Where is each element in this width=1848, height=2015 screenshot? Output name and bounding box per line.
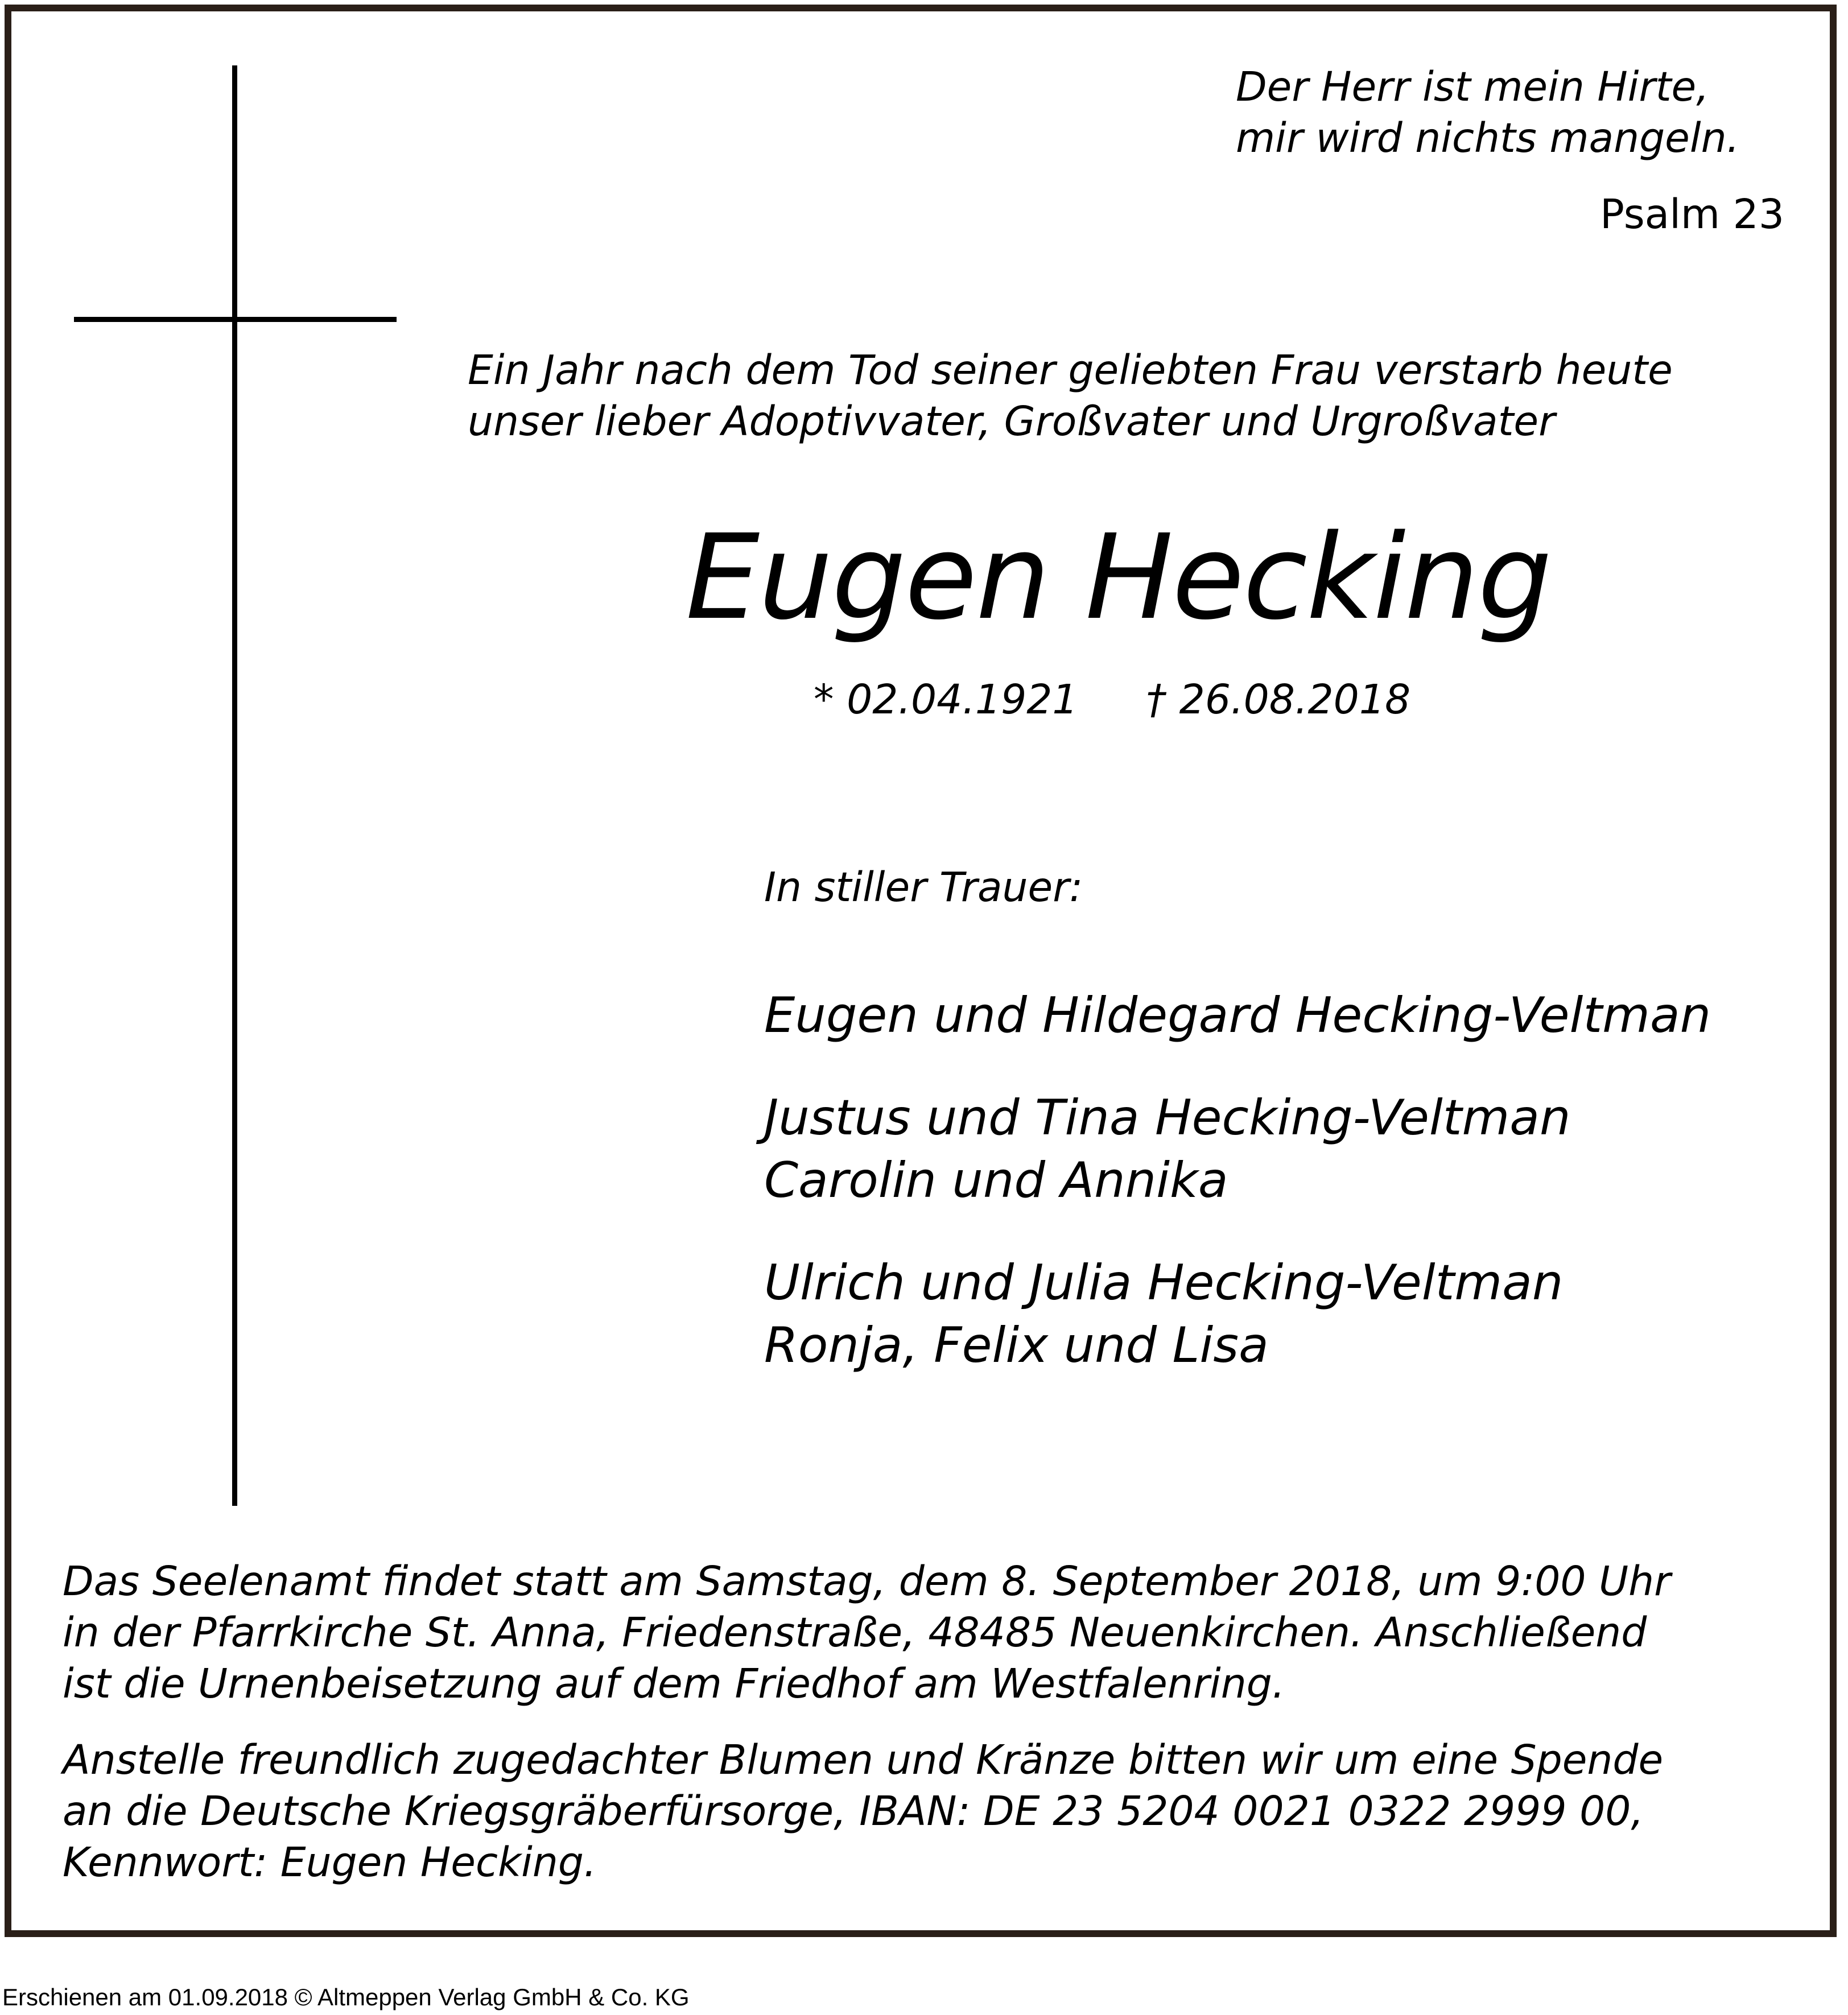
mourner-line: Justus und Tina Hecking-Veltman (764, 1089, 1571, 1146)
donation-line: an die Deutsche Kriegsgräberfürsorge, IBAN: DE 23 5204 0021 0322 2999 00, (63, 1787, 1644, 1835)
mourners-list (764, 984, 1800, 1417)
publication-footer: Erschienen am 01.09.2018 © Altmeppen Verlag GmbH & Co. KG (2, 1984, 690, 2010)
birth-date: * 02.04.1921 (814, 676, 1078, 723)
psalm-quote-line: mir wird nichts mangeln. (1236, 114, 1740, 162)
cross-vertical-bar (232, 65, 237, 1506)
cross-horizontal-bar (74, 317, 397, 322)
intro-line: Ein Jahr nach dem Tod seiner geliebten Frau verstarb heute (468, 346, 1673, 394)
service-line: in der Pfarrkirche St. Anna, Friedenstraße, 48485 Neuenkirchen. Anschließend (63, 1609, 1647, 1656)
service-line: Das Seelenamt findet statt am Samstag, dem 8. September 2018, um 9:00 Uhr (63, 1558, 1671, 1605)
psalm-quote (1236, 61, 1816, 164)
service-line: ist die Urnenbeisetzung auf dem Friedhof am Westfalenring. (63, 1660, 1285, 1707)
mourner-line: Ronja, Felix und Lisa (764, 1317, 1269, 1374)
life-dates (814, 671, 1410, 728)
mourner-group (764, 1252, 1800, 1377)
mourner-group (764, 1087, 1800, 1212)
donation-line: Anstelle freundlich zugedachter Blumen und Kränze bitten wir um eine Spende (63, 1736, 1664, 1783)
mourning-label: In stiller Trauer: (764, 864, 1083, 911)
death-date: † 26.08.2018 (1146, 676, 1411, 723)
deceased-name: Eugen Hecking (686, 509, 1552, 646)
donation-line: Kennwort: Eugen Hecking. (63, 1839, 597, 1886)
psalm-reference: Psalm 23 (1600, 191, 1784, 238)
mourner-line: Carolin und Annika (764, 1152, 1228, 1209)
intro-line: unser lieber Adoptivvater, Großvater und Urgroßvater (468, 398, 1556, 445)
mourner-line: Eugen und Hildegard Hecking-Veltman (764, 987, 1711, 1044)
donation-paragraph (63, 1735, 1804, 1888)
service-info (63, 1556, 1804, 1913)
mourner-line: Ulrich und Julia Hecking-Veltman (764, 1254, 1564, 1311)
mourner-group (764, 984, 1800, 1047)
intro-text (468, 345, 1793, 447)
psalm-quote-line: Der Herr ist mein Hirte, (1236, 63, 1709, 110)
service-paragraph (63, 1556, 1804, 1710)
